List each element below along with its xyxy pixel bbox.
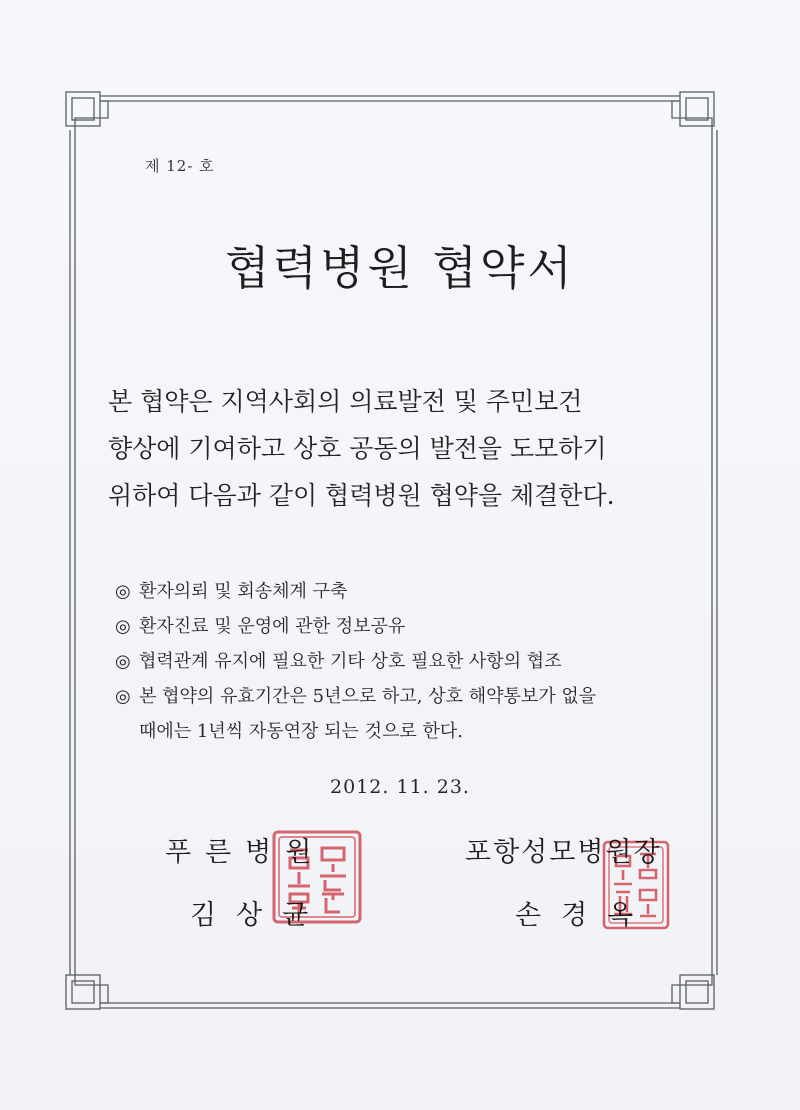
bullet-icon: ◎ — [115, 651, 131, 672]
term-text: 본 협약의 유효기간은 5년으로 하고, 상호 해약통보가 없을 — [139, 686, 597, 707]
bullet-icon: ◎ — [115, 581, 131, 602]
document-number: 제 12- 호 — [145, 157, 215, 175]
term-item — [115, 644, 715, 679]
agreement-date: 2012. 11. 23. — [330, 776, 470, 798]
party2-seal-stamp — [600, 838, 672, 934]
bullet-icon: ◎ — [115, 616, 131, 637]
preamble-line: 향상에 기여하고 상호 공동의 발전을 도모하기 — [108, 434, 607, 463]
party1-signer: 김상균 — [190, 900, 329, 931]
term-item — [115, 679, 715, 714]
document-title: 협력병원 협약서 — [225, 241, 575, 295]
preamble-line: 위하여 다음과 같이 협력병원 협약을 체결한다. — [108, 481, 615, 510]
party2-signer: 손경옥 — [515, 900, 654, 931]
term-item — [115, 574, 715, 609]
party2-name: 포항성모병원장 — [465, 837, 662, 868]
preamble — [108, 378, 708, 519]
term-item — [115, 609, 715, 644]
party1-seal-stamp — [270, 828, 366, 928]
term-text: 환자의뢰 및 회송체계 구축 — [139, 581, 348, 602]
term-text: 환자진료 및 운영에 관한 정보공유 — [139, 616, 406, 637]
party1-name: 푸른병원 — [165, 837, 326, 868]
bullet-icon: ◎ — [115, 686, 131, 707]
terms-list — [115, 574, 715, 749]
term-continuation: 때에는 1년씩 자동연장 되는 것으로 한다. — [139, 721, 463, 742]
term-text: 협력관계 유지에 필요한 기타 상호 필요한 사항의 협조 — [139, 651, 562, 672]
preamble-line: 본 협약은 지역사회의 의료발전 및 주민보건 — [108, 387, 583, 416]
